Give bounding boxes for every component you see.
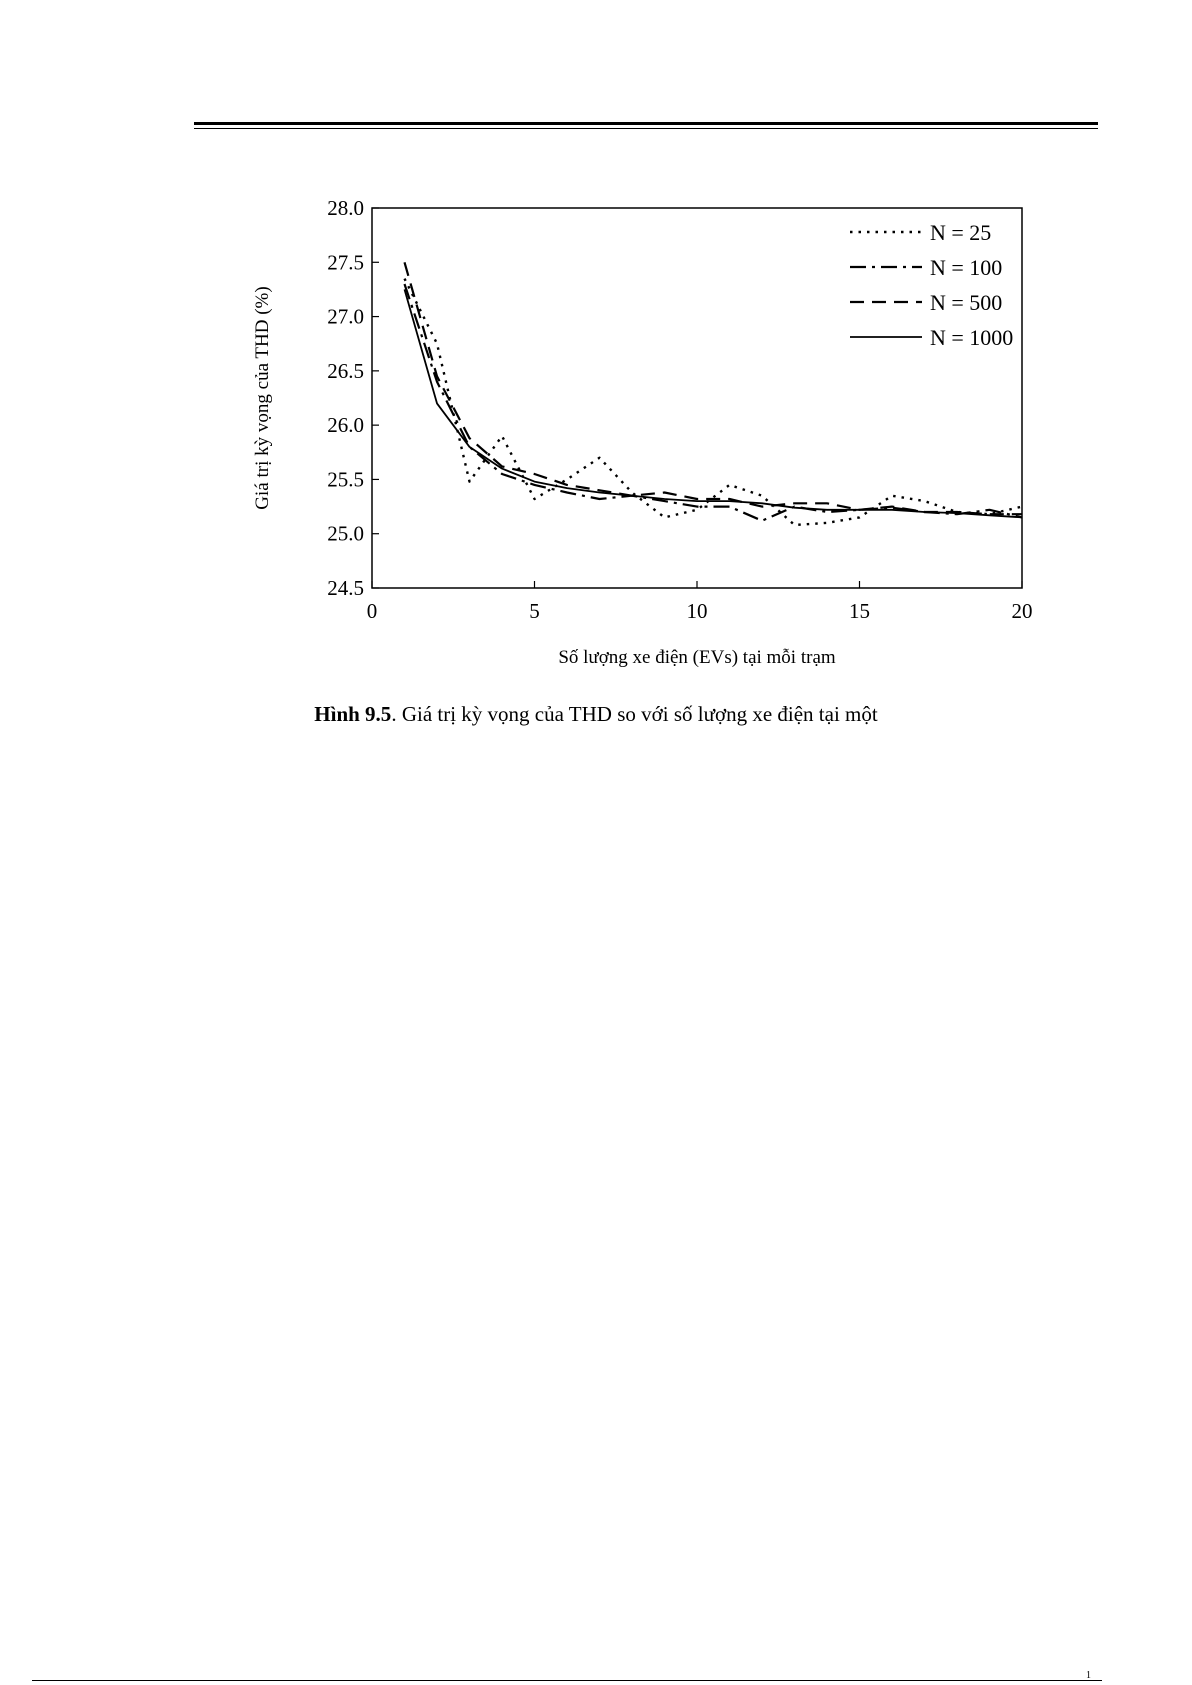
x-tick-label: 20 — [1011, 599, 1033, 623]
y-tick-label: 27.5 — [327, 250, 364, 275]
plot-frame — [372, 208, 1022, 588]
x-tick-label: 0 — [366, 599, 378, 623]
x-tick-label: 10 — [686, 599, 708, 623]
figure-caption — [0, 702, 1192, 727]
y-tick-label: 24.5 — [327, 576, 364, 600]
y-axis-label: Giá trị kỳ vọng của THD (%) — [252, 286, 273, 510]
page-mark: 1 — [1086, 1670, 1091, 1681]
legend-label-3: N = 500 — [930, 290, 1003, 315]
series-line-1 — [405, 279, 1023, 525]
x-tick-label: 15 — [849, 599, 870, 623]
legend-label-4: N = 1000 — [930, 325, 1014, 350]
thd-line-chart — [0, 0, 1192, 700]
series-line-2 — [405, 284, 1023, 521]
series-line-4 — [405, 289, 1023, 517]
figure-caption-label: Hình 9.5 — [314, 702, 392, 726]
y-tick-label: 26.0 — [327, 413, 364, 438]
y-axis — [327, 196, 379, 600]
x-axis-label: Số lượng xe điện (EVs) tại mỗi trạm — [558, 647, 836, 668]
y-tick-label: 27.0 — [327, 304, 364, 329]
y-tick-label: 25.0 — [327, 521, 364, 546]
y-tick-label: 26.5 — [327, 358, 364, 383]
legend-label-2: N = 100 — [930, 255, 1003, 280]
x-tick-label: 5 — [529, 599, 540, 623]
legend-label-1: N = 25 — [930, 220, 992, 245]
y-tick-label: 28.0 — [327, 196, 364, 220]
y-tick-label: 25.5 — [327, 467, 364, 492]
figure-caption-text: . Giá trị kỳ vọng của THD so với số lượng xe điện tại một — [391, 702, 878, 726]
legend — [850, 220, 1013, 350]
footer-rule — [32, 1680, 1102, 1681]
